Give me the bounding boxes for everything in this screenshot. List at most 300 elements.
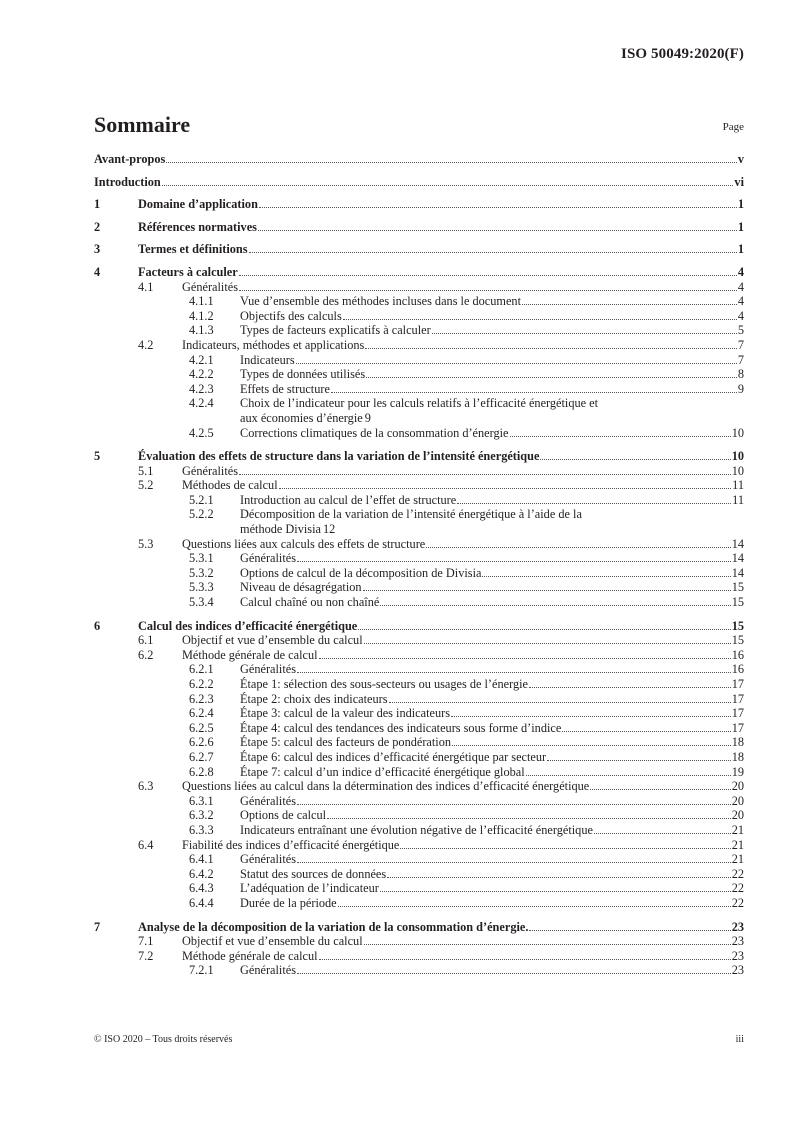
toc-entry-page: 15 xyxy=(731,580,744,595)
toc-entry-number: 4.2.1 xyxy=(189,352,214,367)
dot-leader xyxy=(258,230,737,231)
toc-entry[interactable] xyxy=(94,507,744,536)
toc-entry-page: 7 xyxy=(737,352,744,367)
dot-leader xyxy=(432,333,737,334)
toc-entry-title: Domaine d’application xyxy=(138,197,258,212)
toc-entry-page: 23 xyxy=(731,948,744,963)
toc-entry-page: 17 xyxy=(731,691,744,706)
dot-leader xyxy=(297,672,731,673)
toc-entry[interactable] xyxy=(94,294,744,309)
toc-entry-title: Généralités xyxy=(240,963,296,978)
dot-leader xyxy=(540,459,730,460)
toc-entry-body xyxy=(240,852,732,867)
toc-entry-page: 16 xyxy=(731,662,744,677)
toc-entry[interactable] xyxy=(94,353,744,368)
toc-entry-number: 4.1.1 xyxy=(189,294,214,309)
toc-entry-number: 4.1 xyxy=(138,279,154,294)
toc-entry-body xyxy=(240,823,732,838)
toc-entry[interactable] xyxy=(94,426,744,441)
toc-entry-title: Étape 5: calcul des facteurs de pondération xyxy=(240,735,452,750)
dot-leader xyxy=(338,906,731,907)
toc-entry[interactable] xyxy=(94,493,744,508)
toc-entry-body xyxy=(240,765,732,780)
toc-entry-body xyxy=(138,197,738,212)
toc-entry-number: 6.4.3 xyxy=(189,881,214,896)
toc-entry-page: v xyxy=(737,152,744,166)
toc-entry-title: Méthode générale de calcul xyxy=(182,647,318,662)
toc-entry-title: Étape 6: calcul des indices d’efficacité énergétique par secteur xyxy=(240,749,547,764)
toc-entry-title: Types de données utilisés xyxy=(240,367,366,382)
toc-entry-title: Étape 7: calcul d’un indice d’efficacité énergétique global xyxy=(240,764,525,779)
toc-entry-number: 5.3.3 xyxy=(189,580,214,595)
toc-entry-title: Options de calcul xyxy=(240,808,327,823)
toc-entry[interactable] xyxy=(94,867,744,882)
toc-entry-page: 7 xyxy=(737,337,744,352)
toc-entry-page: 10 xyxy=(731,449,744,464)
toc-entry-body xyxy=(182,838,732,853)
dot-leader xyxy=(590,789,730,790)
toc-entry-page: 8 xyxy=(737,367,744,382)
toc-entry[interactable] xyxy=(94,794,744,809)
toc-entry-title: Objectifs des calculs xyxy=(240,308,342,323)
toc-entry-number: 6 xyxy=(94,618,101,633)
toc-entry-number: 6.2.8 xyxy=(189,764,214,779)
toc-entry-page: 23 xyxy=(731,934,744,949)
toc-entry-title: Objectif et vue d’ensemble du calcul xyxy=(182,934,363,949)
toc-entry-title: Étape 4: calcul des tendances des indicateurs sous forme d’indice xyxy=(240,720,562,735)
toc-entry-body xyxy=(240,794,732,809)
toc-entry[interactable] xyxy=(94,220,744,235)
toc-entry-body xyxy=(240,881,732,896)
toc-entry[interactable] xyxy=(94,280,744,295)
toc-entry-number: 6.3.3 xyxy=(189,822,214,837)
toc-entry-body xyxy=(240,662,732,677)
dot-leader xyxy=(364,944,731,945)
toc-entry-number: 3 xyxy=(94,242,101,257)
dot-leader xyxy=(594,833,731,834)
dot-leader xyxy=(166,162,737,163)
toc-entry-number: 6.4.4 xyxy=(189,895,214,910)
toc-entry-number: 7.1 xyxy=(138,934,154,949)
toc-entry-title: Options de calcul de la décomposition de Divisia xyxy=(240,565,482,580)
toc-entry-number: 6.2.2 xyxy=(189,677,214,691)
dot-leader xyxy=(239,275,737,276)
footer-copyright: © ISO 2020 – Tous droits réservés xyxy=(94,1034,233,1045)
toc-entry-title: Généralités xyxy=(240,551,296,566)
toc-entry-number: 5.1 xyxy=(138,463,154,478)
dot-leader xyxy=(239,474,731,475)
toc-entry-body xyxy=(240,808,732,823)
toc-entry-number: 4.2.3 xyxy=(189,381,214,396)
dot-leader xyxy=(562,731,730,732)
footer-page-number: iii xyxy=(735,1034,744,1045)
toc-entry[interactable] xyxy=(94,580,744,595)
toc-entry-body xyxy=(182,537,732,552)
toc-entry-page: 16 xyxy=(731,647,744,662)
toc-entry[interactable] xyxy=(94,152,744,167)
toc-entry[interactable] xyxy=(94,721,744,736)
dot-leader xyxy=(343,319,737,320)
toc-entry-page: 22 xyxy=(731,881,744,896)
toc-entry-page: 22 xyxy=(731,866,744,881)
toc-entry-number: 6.2.1 xyxy=(189,662,214,677)
toc-entry-title: Généralités xyxy=(182,463,238,478)
toc-entry-number: 4.2.4 xyxy=(189,396,214,411)
toc-entry-title: Avant-propos xyxy=(94,152,166,166)
toc-entry[interactable] xyxy=(94,765,744,780)
toc-entry[interactable] xyxy=(94,449,744,464)
toc-entry-body xyxy=(182,779,732,794)
toc-entry-number: 7.2.1 xyxy=(189,963,214,978)
toc-entry[interactable] xyxy=(94,949,744,964)
toc-entry-title-continued: aux économies d’énergie xyxy=(240,410,363,425)
toc-entry-page: 1 xyxy=(737,242,744,257)
dot-leader xyxy=(366,377,737,378)
dot-leader xyxy=(426,547,730,548)
toc-entry-number: 5.3 xyxy=(138,536,154,551)
toc-entry-body xyxy=(240,507,744,536)
toc-entry-number: 4.2.5 xyxy=(189,425,214,440)
toc-entry-number: 5.2.2 xyxy=(189,507,214,522)
toc-entry-title: Objectif et vue d’ensemble du calcul xyxy=(182,633,363,648)
toc-entry-body xyxy=(240,551,732,566)
toc-entry-number: 6.3.2 xyxy=(189,808,214,823)
toc-entry-page: 11 xyxy=(732,492,744,507)
toc-entry[interactable] xyxy=(94,323,744,338)
dot-leader xyxy=(259,207,737,208)
toc-entry-number: 4.2.2 xyxy=(189,367,214,382)
toc-entry-number: 6.2.5 xyxy=(189,720,214,735)
toc-entry-title: Fiabilité des indices d’efficacité énergétique xyxy=(182,837,400,852)
dot-leader xyxy=(364,643,731,644)
toc-entry-page: 14 xyxy=(731,565,744,580)
toc-entry[interactable] xyxy=(94,808,744,823)
toc-entry-title: Généralités xyxy=(240,662,296,677)
toc-entry-number: 6.4 xyxy=(138,837,154,852)
toc-entry-page: 17 xyxy=(731,720,744,735)
toc-entry-page: 22 xyxy=(731,895,744,910)
toc-entry-body xyxy=(240,353,738,368)
toc-entry[interactable] xyxy=(94,920,744,935)
toc-entry-page: 14 xyxy=(731,551,744,566)
toc-entry-title: Choix de l’indicateur pour les calculs relatifs à l’efficacité énergétique et xyxy=(240,396,599,411)
toc-entry-title: Termes et définitions xyxy=(138,242,248,257)
toc-entry-page: 4 xyxy=(737,294,744,309)
toc-entry-title: Niveau de désagrégation xyxy=(240,580,362,595)
dot-leader xyxy=(400,848,730,849)
toc-entry-number: 6.4.2 xyxy=(189,866,214,881)
toc-entry[interactable] xyxy=(94,706,744,721)
toc-entry[interactable] xyxy=(94,551,744,566)
toc-entry-number: 6.2.7 xyxy=(189,749,214,764)
toc-entry-number: 6.4.1 xyxy=(189,852,214,867)
toc-entry-number: 6.2 xyxy=(138,647,154,662)
dot-leader xyxy=(526,775,731,776)
toc-entry-number: 6.2.3 xyxy=(189,691,214,706)
table-of-contents xyxy=(94,152,744,978)
toc-entry-page: 14 xyxy=(731,536,744,551)
dot-leader xyxy=(296,363,737,364)
dot-leader xyxy=(529,687,731,688)
toc-entry[interactable] xyxy=(94,197,744,212)
toc-entry[interactable] xyxy=(94,852,744,867)
toc-entry-number: 2 xyxy=(94,219,101,234)
toc-entry-page: 10 xyxy=(731,463,744,478)
toc-entry-title: Facteurs à calculer xyxy=(138,264,238,279)
toc-entry-title: Généralités xyxy=(182,279,238,294)
toc-entry-body xyxy=(240,721,732,736)
dot-leader xyxy=(319,959,731,960)
toc-entry-page: 15 xyxy=(731,633,744,648)
toc-entry-page: 1 xyxy=(737,197,744,212)
toc-entry-body xyxy=(182,280,738,295)
toc-entry-number: 6.2.4 xyxy=(189,706,214,721)
dot-leader xyxy=(249,252,737,253)
toc-entry-number: 5.2.1 xyxy=(189,492,214,507)
dot-leader xyxy=(297,561,731,562)
dot-leader xyxy=(547,760,731,761)
dot-leader xyxy=(365,348,736,349)
toc-entry-body xyxy=(182,934,732,949)
toc-entry-page: 4 xyxy=(737,308,744,323)
toc-entry-page: 10 xyxy=(731,425,744,440)
toc-entry[interactable] xyxy=(94,382,744,397)
toc-entry-title: Vue d’ensemble des méthodes incluses dans le document xyxy=(240,294,521,309)
toc-entry-number: 5 xyxy=(94,449,101,464)
toc-entry[interactable] xyxy=(94,367,744,382)
toc-entry-page: 21 xyxy=(731,822,744,837)
dot-leader xyxy=(380,891,731,892)
toc-entry-page: 19 xyxy=(731,764,744,779)
toc-entry-number: 6.2.6 xyxy=(189,735,214,750)
toc-entry-number: 5.3.4 xyxy=(189,595,214,610)
toc-entry-page: 20 xyxy=(731,779,744,794)
dot-leader xyxy=(482,576,730,577)
toc-entry-title: Types de facteurs explicatifs à calculer xyxy=(240,323,431,338)
toc-entry-page: vi xyxy=(734,174,744,189)
toc-entry-body xyxy=(240,323,738,338)
toc-entry[interactable] xyxy=(94,464,744,479)
toc-entry[interactable] xyxy=(94,175,744,190)
toc-entry-page: 18 xyxy=(731,749,744,764)
dot-leader xyxy=(358,629,730,630)
toc-entry-body xyxy=(182,478,732,493)
dot-leader xyxy=(297,973,731,974)
toc-entry-title: Indicateurs entraînant une évolution négative de l’efficacité énergétique xyxy=(240,822,593,837)
toc-entry[interactable] xyxy=(94,265,744,280)
toc-entry[interactable] xyxy=(94,566,744,581)
toc-entry-title-continued-line xyxy=(240,522,744,537)
dot-leader xyxy=(387,877,731,878)
dot-leader xyxy=(529,930,730,931)
toc-entry-page: 9 xyxy=(364,410,371,425)
toc-entry-body xyxy=(240,706,732,721)
toc-entry-body xyxy=(240,382,738,397)
toc-entry-body xyxy=(138,265,738,280)
toc-entry-title-continued-line xyxy=(240,411,744,426)
toc-entry-page: 5 xyxy=(737,323,744,338)
toc-entry-body xyxy=(182,338,738,353)
toc-entry[interactable] xyxy=(94,896,744,911)
toc-entry[interactable] xyxy=(94,677,744,692)
toc-entry[interactable] xyxy=(94,242,744,257)
dot-leader xyxy=(297,862,731,863)
toc-entry-title: Corrections climatiques de la consommation d’énergie xyxy=(240,425,509,440)
toc-entry-page: 4 xyxy=(737,264,744,279)
toc-entry-body xyxy=(94,152,738,167)
toc-entry-body xyxy=(240,493,732,508)
toc-entry-page: 1 xyxy=(737,219,744,234)
toc-entry-page: 12 xyxy=(322,522,336,537)
dot-leader xyxy=(451,716,731,717)
toc-entry-number: 5.3.1 xyxy=(189,551,214,566)
toc-entry-number: 6.3 xyxy=(138,779,154,794)
toc-entry-body xyxy=(240,677,732,692)
page-title: Sommaire xyxy=(94,112,191,137)
toc-entry-number: 7 xyxy=(94,919,101,934)
toc-entry-page: 15 xyxy=(731,618,744,633)
toc-entry[interactable] xyxy=(94,396,744,425)
dot-leader xyxy=(457,503,731,504)
toc-entry-number: 1 xyxy=(94,197,101,212)
toc-entry-title: Calcul chaîné ou non chaîné xyxy=(240,595,380,610)
toc-entry-number: 4.2 xyxy=(138,337,154,352)
toc-entry-body xyxy=(240,896,732,911)
toc-entry[interactable] xyxy=(94,595,744,610)
dot-leader xyxy=(331,392,737,393)
toc-entry-body xyxy=(240,735,732,750)
toc-entry[interactable] xyxy=(94,750,744,765)
toc-entry-title: Étape 1: sélection des sous-secteurs ou usages de l’énergie xyxy=(240,677,528,691)
toc-entry-body xyxy=(182,949,732,964)
toc-entry-title: Indicateurs, méthodes et applications xyxy=(182,337,365,352)
toc-entry-page: 20 xyxy=(731,793,744,808)
toc-entry-body xyxy=(240,750,732,765)
toc-entry-title: Durée de la période xyxy=(240,895,337,910)
dot-leader xyxy=(319,658,731,659)
toc-entry-body xyxy=(240,426,732,441)
toc-entry-title: Indicateurs xyxy=(240,352,295,367)
toc-entry-title: Introduction xyxy=(94,174,161,189)
toc-entry-body xyxy=(240,566,732,581)
toc-entry[interactable] xyxy=(94,963,744,978)
dot-leader xyxy=(452,745,731,746)
toc-entry-body xyxy=(240,595,732,610)
toc-entry-body xyxy=(138,920,732,935)
dot-leader xyxy=(363,590,731,591)
toc-entry-page: 21 xyxy=(731,852,744,867)
toc-entry[interactable] xyxy=(94,633,744,648)
toc-entry-body xyxy=(138,242,738,257)
dot-leader xyxy=(327,818,731,819)
toc-entry-title: Évaluation des effets de structure dans la variation de l’intensité énergétique xyxy=(138,449,540,464)
toc-entry-page: 17 xyxy=(731,706,744,721)
toc-entry[interactable] xyxy=(94,692,744,707)
toc-entry-body xyxy=(182,633,732,648)
toc-entry[interactable] xyxy=(94,537,744,552)
toc-entry-title: Étape 3: calcul de la valeur des indicateurs xyxy=(240,706,450,721)
dot-leader xyxy=(239,290,737,291)
toc-entry-body xyxy=(240,963,732,978)
toc-entry[interactable] xyxy=(94,779,744,794)
toc-entry-title-continued: méthode Divisia xyxy=(240,522,321,537)
toc-entry[interactable] xyxy=(94,881,744,896)
toc-entry[interactable] xyxy=(94,662,744,677)
toc-entry-body xyxy=(182,464,732,479)
dot-leader xyxy=(522,304,737,305)
toc-entry-title: Calcul des indices d’efficacité énergétique xyxy=(138,618,358,633)
page-column-label: Page xyxy=(722,121,744,133)
toc-entry-title: Méthode générale de calcul xyxy=(182,948,318,963)
toc-entry-page: 21 xyxy=(731,837,744,852)
toc-entry-title: Introduction au calcul de l’effet de structure xyxy=(240,492,457,507)
toc-entry-title: Généralités xyxy=(240,852,296,867)
toc-entry-body xyxy=(240,367,738,382)
toc-entry[interactable] xyxy=(94,478,744,493)
toc-entry-body xyxy=(138,619,732,634)
toc-entry-page: 23 xyxy=(731,963,744,978)
toc-entry-title: Étape 2: choix des indicateurs xyxy=(240,691,388,706)
toc-entry-body xyxy=(240,294,738,309)
toc-entry[interactable] xyxy=(94,823,744,838)
toc-entry-number: 5.2 xyxy=(138,478,154,493)
toc-entry-page: 23 xyxy=(731,919,744,934)
toc-entry-body xyxy=(240,396,744,425)
toc-entry-number: 5.3.2 xyxy=(189,565,214,580)
toc-entry-title: Effets de structure xyxy=(240,381,330,396)
dot-leader xyxy=(389,702,731,703)
dot-leader xyxy=(162,185,734,186)
dot-leader xyxy=(380,605,730,606)
toc-entry[interactable] xyxy=(94,648,744,663)
toc-entry-number: 4 xyxy=(94,264,101,279)
toc-entry-title: Références normatives xyxy=(138,219,257,234)
toc-entry-body xyxy=(138,220,738,235)
toc-entry-page: 17 xyxy=(731,677,744,691)
toc-entry-title: Généralités xyxy=(240,793,296,808)
toc-entry-number: 4.1.2 xyxy=(189,308,214,323)
toc-entry-body xyxy=(182,648,732,663)
toc-entry-title: Méthodes de calcul xyxy=(182,478,278,493)
dot-leader xyxy=(297,804,731,805)
toc-entry-body xyxy=(240,309,738,324)
toc-entry-page: 20 xyxy=(731,808,744,823)
toc-entry[interactable] xyxy=(94,338,744,353)
toc-entry-title: Statut des sources de données xyxy=(240,866,387,881)
toc-entry-page: 4 xyxy=(737,279,744,294)
toc-entry-title: Décomposition de la variation de l’intensité énergétique à l’aide de la xyxy=(240,507,582,522)
toc-entry[interactable] xyxy=(94,838,744,853)
toc-entry-body xyxy=(240,580,732,595)
toc-entry[interactable] xyxy=(94,934,744,949)
toc-entry-page: 15 xyxy=(731,595,744,610)
toc-entry[interactable] xyxy=(94,619,744,634)
toc-entry-title: L’adéquation de l’indicateur xyxy=(240,881,379,896)
toc-entry-title: Questions liées au calcul dans la détermination des indices d’efficacité énergétique xyxy=(182,779,590,794)
dot-leader xyxy=(279,488,732,489)
toc-entry-body xyxy=(94,175,734,190)
toc-entry-body xyxy=(138,449,732,464)
toc-entry[interactable] xyxy=(94,309,744,324)
toc-entry-title: Analyse de la décomposition de la variation de la consommation d’énergie. xyxy=(138,919,529,934)
document-id: ISO 50049:2020(F) xyxy=(621,46,744,62)
toc-entry-page: 18 xyxy=(731,735,744,750)
toc-entry[interactable] xyxy=(94,735,744,750)
toc-entry-title: Questions liées aux calculs des effets de structure xyxy=(182,536,426,551)
dot-leader xyxy=(510,436,731,437)
toc-entry-body xyxy=(240,692,732,707)
toc-entry-page: 9 xyxy=(737,381,744,396)
